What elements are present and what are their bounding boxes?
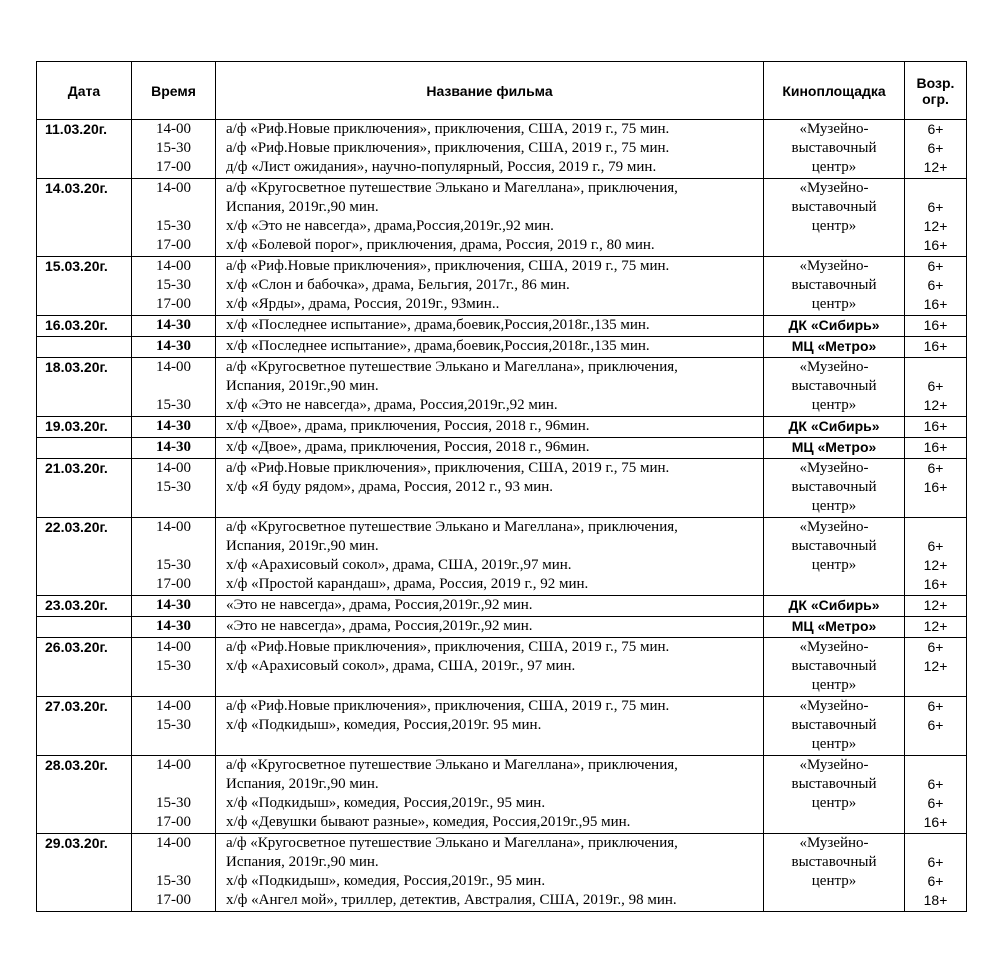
film-title-line: х/ф «Ярды», драма, Россия, 2019г., 93мин.. [226, 296, 500, 312]
showtime: 14-00 [156, 359, 191, 375]
film-title-line: а/ф «Кругосветное путешествие Элькано и Магеллана», приключения, [226, 835, 678, 851]
age-rating: 12+ [923, 159, 948, 175]
age-rating: 6+ [927, 795, 944, 811]
table-row [37, 596, 967, 617]
header-age: Возр. огр. [905, 62, 967, 120]
film-cell [216, 834, 764, 912]
age-rating: 6+ [927, 378, 944, 394]
venue-line: выставочный [791, 717, 877, 733]
age-cell [905, 316, 967, 337]
film-title-line: х/ф «Двое», драма, приключения, Россия, 2018 г., 96мин. [226, 439, 590, 455]
age-rating: 12+ [923, 597, 948, 613]
table-row [37, 617, 967, 638]
venue-name: МЦ «Метро» [791, 439, 877, 455]
showtime: 15-30 [156, 717, 191, 733]
film-title-line: х/ф «Простой карандаш», драма, Россия, 2019 г., 92 мин. [226, 576, 589, 592]
table-row [37, 337, 967, 358]
header-date: Дата [37, 62, 132, 120]
showtime: 14-30 [156, 317, 191, 333]
age-rating: 6+ [927, 776, 944, 792]
time-cell [132, 257, 216, 316]
venue-line: «Музейно- [799, 180, 869, 196]
time-cell [132, 518, 216, 596]
header-time: Время [132, 62, 216, 120]
date-text: 15.03.20г. [45, 258, 108, 274]
age-rating: 6+ [927, 277, 944, 293]
age-rating: 6+ [927, 460, 944, 476]
film-title-line: х/ф «Слон и бабочка», драма, Бельгия, 2017г., 86 мин. [226, 277, 570, 293]
date-cell [37, 257, 132, 316]
date-cell [37, 834, 132, 912]
age-rating: 16+ [923, 237, 948, 253]
time-cell [132, 756, 216, 834]
header-row [37, 62, 967, 120]
venue-line: выставочный [791, 854, 877, 870]
age-rating: 12+ [923, 397, 948, 413]
age-cell [905, 337, 967, 358]
showtime: 14-00 [156, 698, 191, 714]
age-rating: 16+ [923, 418, 948, 434]
age-cell [905, 179, 967, 257]
showtime: 17-00 [156, 892, 191, 908]
film-title-line: х/ф «Я буду рядом», драма, Россия, 2012 г., 93 мин. [226, 479, 554, 495]
venue-line: выставочный [791, 140, 877, 156]
film-title-line: а/ф «Риф.Новые приключения», приключения, США, 2019 г., 75 мин. [226, 140, 670, 156]
film-cell [216, 596, 764, 617]
venue-cell [764, 834, 905, 912]
table-row [37, 638, 967, 697]
date-cell [37, 358, 132, 417]
spacer [905, 179, 966, 198]
time-cell [132, 316, 216, 337]
showtime: 15-30 [156, 873, 191, 889]
date-text: 29.03.20г. [45, 835, 108, 851]
spacer [132, 537, 215, 556]
time-cell [132, 638, 216, 697]
showtime: 14-30 [156, 338, 191, 354]
table-row [37, 697, 967, 756]
age-cell [905, 617, 967, 638]
venue-cell [764, 337, 905, 358]
showtime: 15-30 [156, 140, 191, 156]
film-title-line: х/ф «Болевой порог», приключения, драма, Россия, 2019 г., 80 мин. [226, 237, 655, 253]
age-rating: 16+ [923, 479, 948, 495]
film-title-line: а/ф «Риф.Новые приключения», приключения, США, 2019 г., 75 мин. [226, 639, 670, 655]
spacer [905, 756, 966, 775]
showtime: 17-00 [156, 296, 191, 312]
age-rating: 16+ [923, 317, 948, 333]
film-cell [216, 179, 764, 257]
spacer [132, 853, 215, 872]
film-cell [216, 257, 764, 316]
table-row [37, 756, 967, 834]
film-title-line: х/ф «Двое», драма, приключения, Россия, 2018 г., 96мин. [226, 418, 590, 434]
venue-line: «Музейно- [799, 835, 869, 851]
date-cell [37, 617, 132, 638]
venue-line: центр» [811, 873, 857, 889]
date-text [45, 438, 131, 457]
date-cell [37, 438, 132, 459]
age-rating: 16+ [923, 814, 948, 830]
date-cell [37, 120, 132, 179]
film-title-line: Испания, 2019г.,90 мин. [226, 538, 379, 554]
date-text: 21.03.20г. [45, 460, 108, 476]
film-title-line: Испания, 2019г.,90 мин. [226, 854, 379, 870]
date-cell [37, 756, 132, 834]
date-text: 22.03.20г. [45, 519, 108, 535]
showtime: 14-00 [156, 460, 191, 476]
date-text: 14.03.20г. [45, 180, 108, 196]
film-title-line: х/ф «Это не навсегда», драма, Россия,2019г.,92 мин. [226, 397, 558, 413]
film-title-line: а/ф «Риф.Новые приключения», приключения, США, 2019 г., 75 мин. [226, 258, 670, 274]
age-rating: 12+ [923, 658, 948, 674]
age-cell [905, 120, 967, 179]
age-rating: 12+ [923, 618, 948, 634]
film-title-line: х/ф «Последнее испытание», драма,боевик,Россия,2018г.,135 мин. [226, 338, 650, 354]
header-venue: Киноплощадка [764, 62, 905, 120]
film-title-line: х/ф «Подкидыш», комедия, Россия,2019г., 95 мин. [226, 795, 546, 811]
venue-cell [764, 417, 905, 438]
film-title-line: а/ф «Кругосветное путешествие Элькано и Магеллана», приключения, [226, 757, 678, 773]
showtime: 15-30 [156, 557, 191, 573]
venue-cell [764, 596, 905, 617]
film-title-line: а/ф «Кругосветное путешествие Элькано и Магеллана», приключения, [226, 519, 678, 535]
showtime: 14-00 [156, 757, 191, 773]
age-rating: 6+ [927, 873, 944, 889]
spacer [905, 834, 966, 853]
film-title-line: Испания, 2019г.,90 мин. [226, 776, 379, 792]
showtime: 17-00 [156, 576, 191, 592]
venue-line: выставочный [791, 378, 877, 394]
age-cell [905, 358, 967, 417]
film-cell [216, 459, 764, 518]
schedule-table [36, 61, 967, 912]
age-rating: 6+ [927, 717, 944, 733]
age-cell [905, 417, 967, 438]
age-rating: 16+ [923, 296, 948, 312]
showtime: 14-00 [156, 121, 191, 137]
venue-line: «Музейно- [799, 519, 869, 535]
time-cell [132, 697, 216, 756]
showtime: 15-30 [156, 277, 191, 293]
film-title-line: Испания, 2019г.,90 мин. [226, 378, 379, 394]
age-rating: 16+ [923, 576, 948, 592]
venue-line: «Музейно- [799, 698, 869, 714]
date-text: 23.03.20г. [45, 597, 108, 613]
film-title-line: «Это не навсегда», драма, Россия,2019г.,92 мин. [226, 597, 533, 613]
age-rating: 16+ [923, 338, 948, 354]
table-row [37, 438, 967, 459]
date-cell [37, 417, 132, 438]
film-title-line: х/ф «Это не навсегда», драма,Россия,2019г.,92 мин. [226, 218, 554, 234]
age-rating: 6+ [927, 121, 944, 137]
time-cell [132, 179, 216, 257]
spacer [905, 358, 966, 377]
schedule-body [37, 120, 967, 912]
showtime: 15-30 [156, 795, 191, 811]
film-cell [216, 120, 764, 179]
showtime: 15-30 [156, 658, 191, 674]
venue-line: центр» [811, 557, 857, 573]
venue-line: центр» [811, 677, 857, 693]
venue-name: ДК «Сибирь» [788, 418, 880, 434]
venue-cell [764, 756, 905, 834]
venue-line: выставочный [791, 479, 877, 495]
spacer [132, 775, 215, 794]
time-cell [132, 417, 216, 438]
venue-line: центр» [811, 736, 857, 752]
showtime: 14-30 [156, 597, 191, 613]
venue-name: ДК «Сибирь» [788, 597, 880, 613]
date-cell [37, 179, 132, 257]
showtime: 14-00 [156, 639, 191, 655]
venue-line: центр» [811, 159, 857, 175]
time-cell [132, 358, 216, 417]
venue-line: «Музейно- [799, 757, 869, 773]
age-rating: 6+ [927, 639, 944, 655]
venue-cell [764, 617, 905, 638]
venue-line: «Музейно- [799, 460, 869, 476]
venue-cell [764, 257, 905, 316]
venue-name: МЦ «Метро» [791, 338, 877, 354]
date-text: 28.03.20г. [45, 757, 108, 773]
date-text: 26.03.20г. [45, 639, 108, 655]
venue-cell [764, 518, 905, 596]
venue-line: выставочный [791, 199, 877, 215]
age-rating: 6+ [927, 698, 944, 714]
age-rating: 6+ [927, 199, 944, 215]
venue-line: «Музейно- [799, 258, 869, 274]
venue-name: ДК «Сибирь» [788, 317, 880, 333]
film-title-line: х/ф «Подкидыш», комедия, Россия,2019г. 95 мин. [226, 717, 542, 733]
age-cell [905, 459, 967, 518]
venue-line: выставочный [791, 277, 877, 293]
date-cell [37, 459, 132, 518]
time-cell [132, 617, 216, 638]
time-cell [132, 337, 216, 358]
film-title-line: х/ф «Ангел мой», триллер, детектив, Австралия, США, 2019г., 98 мин. [226, 892, 677, 908]
venue-name: МЦ «Метро» [791, 618, 877, 634]
venue-line: центр» [811, 296, 857, 312]
date-text: 27.03.20г. [45, 698, 108, 714]
venue-cell [764, 120, 905, 179]
film-cell [216, 518, 764, 596]
date-cell [37, 596, 132, 617]
date-text: 19.03.20г. [45, 418, 108, 434]
showtime: 14-30 [156, 439, 191, 455]
table-row [37, 257, 967, 316]
film-title-line: х/ф «Арахисовый сокол», драма, США, 2019г., 97 мин. [226, 658, 576, 674]
table-row [37, 518, 967, 596]
film-title-line: Испания, 2019г.,90 мин. [226, 199, 379, 215]
age-rating: 6+ [927, 258, 944, 274]
venue-line: центр» [811, 498, 857, 514]
film-cell [216, 316, 764, 337]
venue-cell [764, 358, 905, 417]
age-rating: 12+ [923, 218, 948, 234]
age-cell [905, 697, 967, 756]
venue-cell [764, 438, 905, 459]
table-row [37, 834, 967, 912]
film-title-line: х/ф «Последнее испытание», драма,боевик,Россия,2018г.,135 мин. [226, 317, 650, 333]
film-title-line: а/ф «Риф.Новые приключения», приключения, США, 2019 г., 75 мин. [226, 121, 670, 137]
age-rating: 6+ [927, 854, 944, 870]
film-cell [216, 617, 764, 638]
showtime: 17-00 [156, 159, 191, 175]
film-title-line: х/ф «Девушки бывают разные», комедия, Россия,2019г.,95 мин. [226, 814, 631, 830]
age-rating: 18+ [923, 892, 948, 908]
date-text: 16.03.20г. [45, 317, 108, 333]
time-cell [132, 120, 216, 179]
showtime: 17-00 [156, 237, 191, 253]
table-row [37, 316, 967, 337]
age-cell [905, 257, 967, 316]
spacer [132, 377, 215, 396]
age-cell [905, 756, 967, 834]
venue-line: центр» [811, 795, 857, 811]
venue-line: «Музейно- [799, 639, 869, 655]
table-row [37, 120, 967, 179]
film-title-line: д/ф «Лист ожидания», научно-популярный, Россия, 2019 г., 79 мин. [226, 159, 657, 175]
film-title-line: а/ф «Кругосветное путешествие Элькано и Магеллана», приключения, [226, 180, 678, 196]
time-cell [132, 438, 216, 459]
venue-line: выставочный [791, 538, 877, 554]
age-cell [905, 518, 967, 596]
venue-line: выставочный [791, 658, 877, 674]
table-row [37, 179, 967, 257]
showtime: 14-30 [156, 618, 191, 634]
age-cell [905, 438, 967, 459]
header-film: Название фильма [216, 62, 764, 120]
showtime: 14-00 [156, 835, 191, 851]
age-rating: 16+ [923, 439, 948, 455]
age-cell [905, 834, 967, 912]
date-text [45, 617, 131, 636]
venue-line: центр» [811, 397, 857, 413]
showtime: 14-00 [156, 180, 191, 196]
age-rating: 6+ [927, 538, 944, 554]
date-text: 11.03.20г. [45, 121, 108, 137]
date-cell [37, 518, 132, 596]
time-cell [132, 834, 216, 912]
film-cell [216, 756, 764, 834]
showtime: 14-00 [156, 519, 191, 535]
venue-cell [764, 459, 905, 518]
film-title-line: а/ф «Кругосветное путешествие Элькано и Магеллана», приключения, [226, 359, 678, 375]
film-cell [216, 638, 764, 697]
age-rating: 12+ [923, 557, 948, 573]
venue-line: центр» [811, 218, 857, 234]
date-cell [37, 638, 132, 697]
film-title-line: а/ф «Риф.Новые приключения», приключения, США, 2019 г., 75 мин. [226, 460, 670, 476]
table-row [37, 358, 967, 417]
venue-cell [764, 316, 905, 337]
date-cell [37, 337, 132, 358]
date-text [45, 337, 131, 356]
film-cell [216, 438, 764, 459]
time-cell [132, 596, 216, 617]
film-title-line: «Это не навсегда», драма, Россия,2019г.,92 мин. [226, 618, 533, 634]
film-title-line: а/ф «Риф.Новые приключения», приключения, США, 2019 г., 75 мин. [226, 698, 670, 714]
spacer [905, 518, 966, 537]
showtime: 14-30 [156, 418, 191, 434]
showtime: 15-30 [156, 479, 191, 495]
spacer [132, 198, 215, 217]
venue-cell [764, 179, 905, 257]
date-cell [37, 316, 132, 337]
film-cell [216, 697, 764, 756]
venue-line: выставочный [791, 776, 877, 792]
film-cell [216, 417, 764, 438]
showtime: 17-00 [156, 814, 191, 830]
film-cell [216, 358, 764, 417]
showtime: 14-00 [156, 258, 191, 274]
table-row [37, 417, 967, 438]
age-rating: 6+ [927, 140, 944, 156]
venue-line: «Музейно- [799, 121, 869, 137]
film-cell [216, 337, 764, 358]
film-title-line: х/ф «Подкидыш», комедия, Россия,2019г., 95 мин. [226, 873, 546, 889]
showtime: 15-30 [156, 397, 191, 413]
date-cell [37, 697, 132, 756]
venue-line: «Музейно- [799, 359, 869, 375]
venue-cell [764, 638, 905, 697]
venue-cell [764, 697, 905, 756]
date-text: 18.03.20г. [45, 359, 108, 375]
time-cell [132, 459, 216, 518]
table-row [37, 459, 967, 518]
age-cell [905, 638, 967, 697]
showtime: 15-30 [156, 218, 191, 234]
age-cell [905, 596, 967, 617]
film-title-line: х/ф «Арахисовый сокол», драма, США, 2019г.,97 мин. [226, 557, 572, 573]
